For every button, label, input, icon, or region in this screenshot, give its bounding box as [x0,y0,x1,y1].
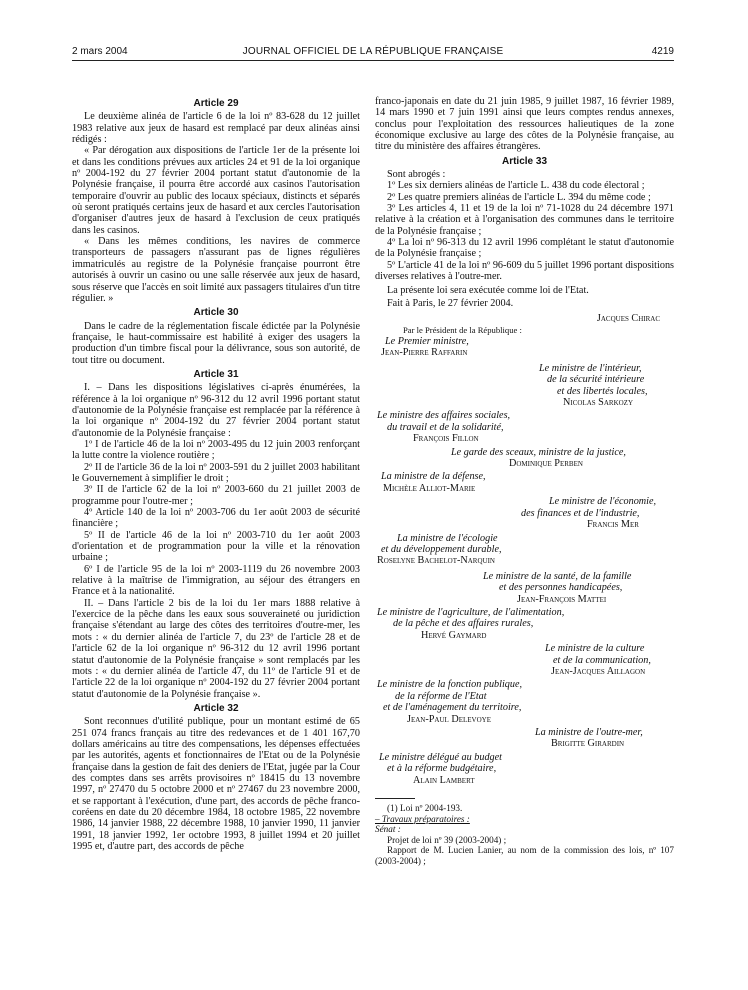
justice-name: Dominique Perben [509,458,583,470]
economie-title-1: Le ministre de l'économie, [549,496,657,508]
page-number: 4219 [651,46,674,57]
interieur-title-1: Le ministre de l'intérieur, [539,362,642,374]
social-title-1: Le ministre des affaires sociales, [377,410,511,422]
article-31-section-2: II. – Dans l'article 2 bis de la loi du 1er mars 1888 relative à l'exercice de la pêche dans les eaux sous souveraineté ou juridiction française s'étendant au large des côtes des territoires d'outre-mer, les mots : « du dernier alinéa de l'article 7, du 23º de l'article 28 et de l'article 62 de la loi organique nº 96-312 du 12 avril 1996 portant statut d'autonomie de la Polynésie française » sont remplacés par les mots : « du dernier alinéa de l'article 47, du 11º de l'article 91 et de l'article 22 de la loi organique nº 2004-192 du 27 février 2004 portant statut d'autonomie de la Polynésie française ». [72,597,360,700]
article-31-item-6: 6º I de l'article 95 de la loi nº 2003-1119 du 26 novembre 2003 relative à la maîtrise de l'immigration, au séjour des étrangers en France et à la nationalité. [72,563,360,598]
article-33-item-5: 5º L'article 41 de la loi nº 96-609 du 5 juillet 1996 portant dispositions diverses relatives à l'outre-mer. [375,259,674,283]
article-32-heading: Article 32 [193,702,239,714]
economie-title-2: des finances et de l'industrie, [521,507,640,519]
article-31-item-1: 1º I de l'article 46 de la loi nº 2003-495 du 12 juin 2003 renforçant la lutte contre la violence routière ; [72,438,360,462]
header-rule [72,60,674,61]
culture-title-2: et de la communication, [553,654,651,666]
outre-mer-title: La ministre de l'outre-mer, [535,727,643,738]
article-31-item-3: 3º II de l'article 62 de la loi nº 2003-660 du 21 juillet 2003 de programme pour l'outre-mer ; [72,484,360,507]
interieur-title-3: et des libertés locales, [557,385,648,397]
by-president: Par le Président de la République : [403,324,522,335]
execution-clause: La présente loi sera exécutée comme loi de l'Etat. [387,284,589,296]
article-33-item-1: 1º Les six derniers alinéas de l'article L. 438 du code électoral ; [387,180,645,192]
interieur-title-2: de la sécurité intérieure [547,374,645,386]
journal-title: JOURNAL OFFICIEL DE LA RÉPUBLIQUE FRANÇAISE [242,46,504,57]
done-at: Fait à Paris, le 27 février 2004. [387,297,514,309]
fonction-publique-title-1: Le ministre de la fonction publique, [377,679,523,691]
agriculture-name: Hervé Gaymard [421,629,487,641]
social-name: François Fillon [413,433,479,445]
right-column [375,96,674,867]
article-33-item-2: 2º Les quatre premiers alinéas de l'article L. 394 du même code ; [387,191,651,203]
defense-name: Michèle Alliot-Marie [383,482,476,494]
article-29-para-2: « Dans les mêmes conditions, les navires de commerce transporteurs de passagers n'assurant pas de lignes régulières immatriculés au registre de la Polynésie française pourront être autorisés à ouvrir un casino ou une salle réservée aux jeux de hasard, sous réserve que l'accès en soit limité aux passagers titulaires d'un titre régulier. » [72,236,360,304]
outre-mer-name: Brigitte Girardin [551,738,625,750]
social-title-2: du travail et de la solidarité, [387,421,504,433]
article-29-intro: Le deuxième alinéa de l'article 6 de la loi nº 83-628 du 12 juillet 1983 relative aux jeux de hasard est remplacé par deux alinéas ainsi rédigés : [72,111,360,146]
fonction-publique-title-3: et de l'aménagement du territoire, [383,702,522,714]
article-33-intro: Sont abrogés : [387,169,446,181]
president-name: Jacques Chirac [596,313,660,325]
ecologie-name: Roselyne Bachelot-Narquin [377,555,495,567]
budget-title-2: et à la réforme budgétaire, [387,763,497,775]
budget-name: Alain Lambert [413,774,475,786]
signatures [375,313,674,786]
footnote-rule [375,798,415,799]
article-30-text: Dans le cadre de la réglementation fiscale édictée par la Polynésie française, le haut-commissaire est habilité à exiger des usagers la production d'un timbre fiscal pour la délivrance, sous son autorité, de tout titre ou document. [72,320,360,366]
article-31-item-2: 2º II de l'article 36 de la loi nº 2003-591 du 2 juillet 2003 habilitant le Gouvernement à simplifier le droit ; [72,461,360,484]
ecologie-title-1: La ministre de l'écologie [397,532,498,544]
justice-title: Le garde des sceaux, ministre de la justice, [451,446,626,458]
left-column [72,95,360,852]
agriculture-title-2: de la pêche et des affaires rurales, [393,618,534,630]
article-33-item-4: 4º La loi nº 96-313 du 12 avril 1996 complétant le statut d'autonomie de la Polynésie française ; [375,237,674,260]
footnotes [375,803,674,867]
sante-title-2: et des personnes handicapées, [499,582,623,594]
budget-title-1: Le ministre délégué au budget [379,751,502,763]
pm-title: Le Premier ministre, [385,336,469,347]
ecologie-title-2: et du développement durable, [381,543,502,555]
defense-title: La ministre de la défense, [381,471,486,483]
footnote-rapport: Rapport de M. Lucien Lanier, au nom de la commission des lois, nº 107 (2003-2004) ; [375,845,674,866]
article-31-heading: Article 31 [193,368,239,380]
article-33-heading: Article 33 [501,155,548,167]
article-31-item-5: 5º II de l'article 46 de la loi nº 2003-710 du 1er août 2003 d'orientation et de programmation pour la ville et la rénovation urbaine ; [72,529,360,564]
agriculture-title-1: Le ministre de l'agriculture, de l'alimentation, [377,606,565,618]
article-31-item-4: 4º Article 140 de la loi nº 2003-706 du 1er août 2003 de sécurité financière ; [72,507,360,530]
article-32-continuation: franco-japonais en date du 21 juin 1985, 9 juillet 1987, 16 février 1989, 14 mars 1990 et 7 juin 1991 ainsi que leurs comptes rendus annexes, conclus pour l'exploitation des ressources halieutiques de la zone économique exclusive au large des côtes de la Polynésie française, au titre du ministère des affaires étrangères. [375,96,674,153]
economie-name: Francis Mer [587,519,639,531]
footnote-senat: Sénat : [375,824,401,835]
article-32-text: Sont reconnues d'utilité publique, pour un montant estimé de 65 251 074 francs français au titre des redevances et de 1 401 167,70 dollars américains au titre des compensations, les dépenses effectuées par les autorités, agents et fonctionnaires de l'Etat ou de la Polynésie française dans la gestion de fait des deniers de l'Etat, jugée par la Cour des comptes dans ses arrêts provisoires nº 18415 du 13 novembre 1997, nº 27470 du 5 octobre 2000 et nº 27467 du 23 novembre 2000, et se rapportant à l'exécution, d'une part, des accords de pêche franco-coréens en date du 20 décembre 1984, 18 octobre 1985, 22 novembre 1986, 14 janvier 1988, 22 décembre 1988, 10 janvier 1990, 11 janvier 1991, 18 janvier 1992, 1er octobre 1993, 8 juillet 1994 et 20 juillet 1995 et, d'autre part, des accords de pêche [72,716,360,852]
interieur-name: Nicolas Sarkozy [563,397,634,409]
footnote-law-number: (1) Loi nº 2004-193. [387,803,463,814]
sante-title-1: Le ministre de la santé, de la famille [483,570,632,582]
issue-date: 2 mars 2004 [72,46,128,57]
footnote-projet: Projet de loi nº 39 (2003-2004) ; [387,834,507,845]
footnote-travaux: – Travaux préparatoires : [375,813,470,824]
fonction-publique-title-2: de la réforme de l'Etat [395,690,487,702]
article-33-item-3: 3º Les articles 4, 11 et 19 de la loi nº 71-1028 du 24 décembre 1971 relative à la création et à l'organisation des communes dans le territoire de la Polynésie française ; [375,203,674,237]
article-29-para-1: « Par dérogation aux dispositions de l'article 1er de la présente loi et dans les conditions prévues aux articles 24 et 91 de la loi organique nº 2004-192 du 27 février 2004 portant statut d'autonomie de la Polynésie française, il pourra être accordé aux casinos l'autorisation temporaire d'ouvrir au public des locaux spéciaux, distincts et séparés où seront pratiqués certains jeux de hasard et aux cercles l'autorisation d'organiser d'autres jeux de hasard à l'exclusion de ceux pratiqués dans les casinos. [72,145,360,236]
article-29-heading: Article 29 [193,98,239,109]
article-30-heading: Article 30 [193,307,239,319]
sante-name: Jean-François Mattei [517,593,607,605]
pm-name: Jean-Pierre Raffarin [381,347,468,359]
fonction-publique-name: Jean-Paul Delevoye [407,713,491,725]
article-31-intro: I. – Dans les dispositions législatives ci-après énumérées, la référence à la loi organique nº 96-312 du 12 avril 1996 portant statut d'autonomie de la Polynésie française est remplacée par la référence à la loi organique nº 2004-192 du 27 février 2004 portant statut d'autonomie de la Polynésie française : [72,382,360,439]
culture-name: Jean-Jacques Aillagon [551,665,646,677]
culture-title-1: Le ministre de la culture [545,643,645,655]
